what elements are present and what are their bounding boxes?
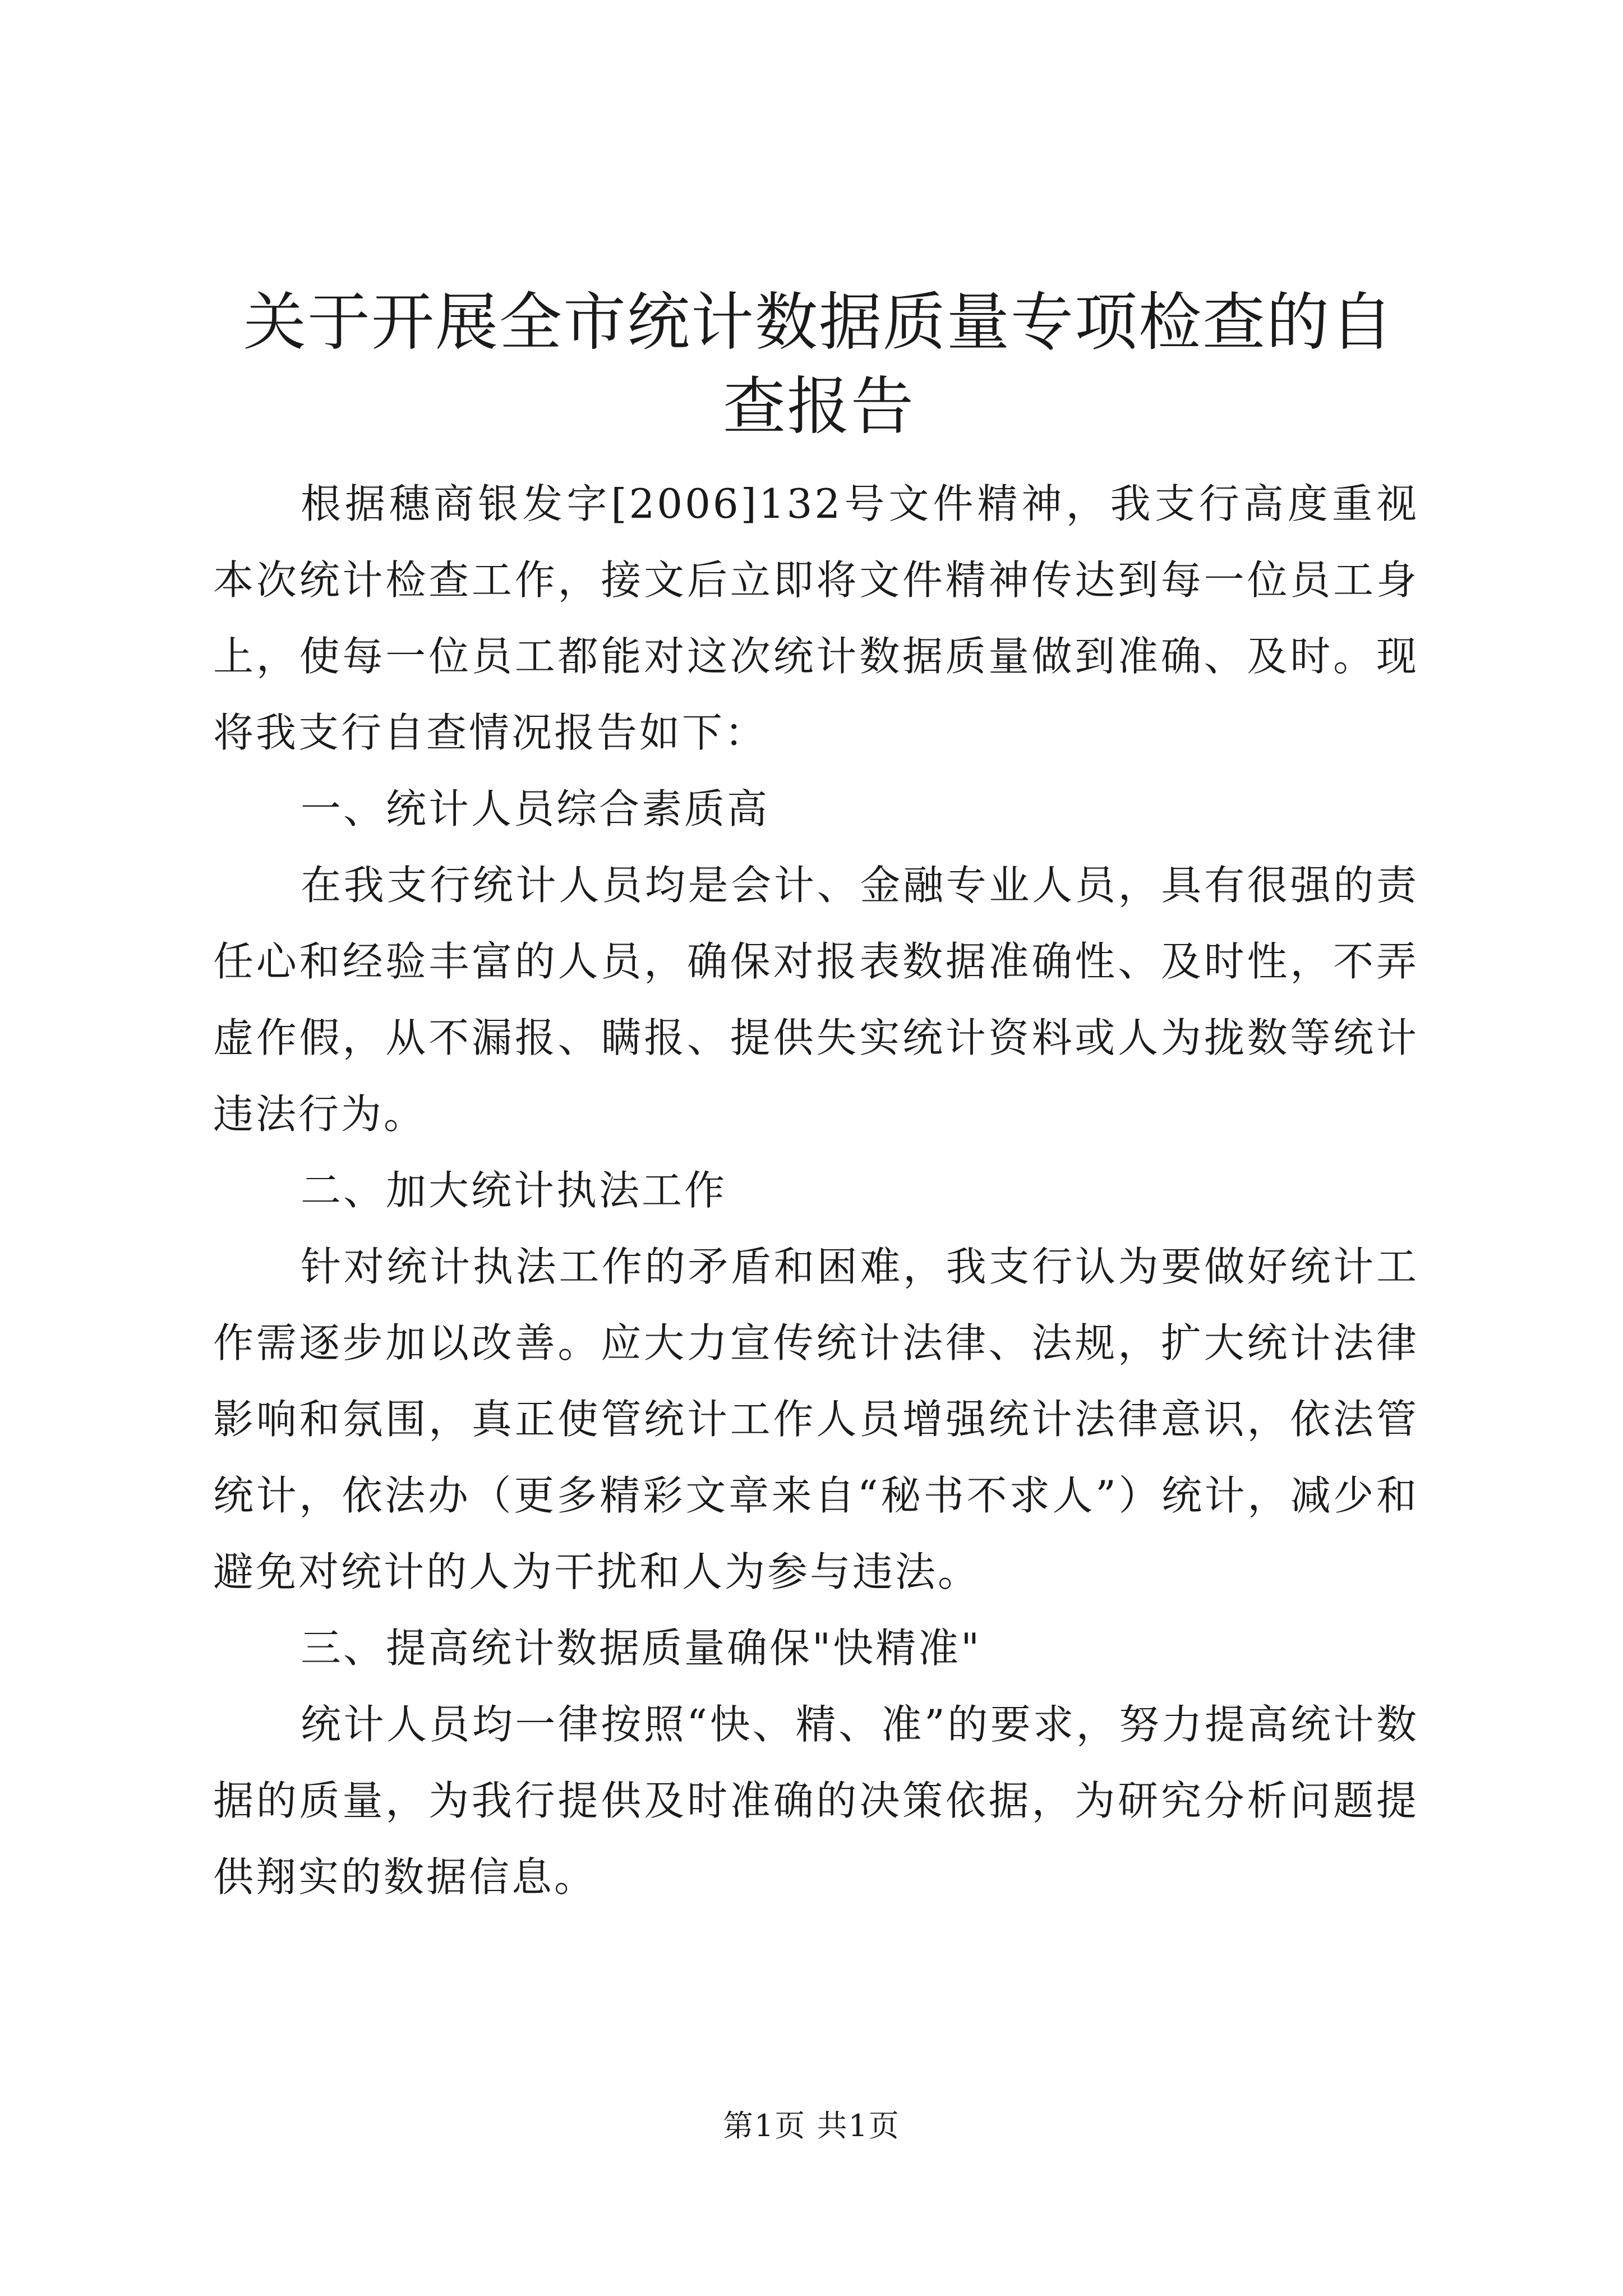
document-title: 关于开展全市统计数据质量专项检查的自查报告 — [243, 286, 1394, 443]
section-paragraph-2: 针对统计执法工作的矛盾和困难，我支行认为要做好统计工作需逐步加以改善。应大力宣传统计法律、法规，扩大统计法律影响和氛围，真正使管统计工作人员增强统计法律意识，依法管统计，依法办（更多精彩文章来自“秘书不求人”）统计，减少和避免对统计的人为干扰和人为参与违法。 — [213, 1243, 1419, 1595]
section-heading-2: 二、加大统计执法工作 — [301, 1167, 727, 1214]
section-heading-1: 一、统计人员综合素质高 — [301, 785, 770, 832]
page-footer: 第1页 共1页 — [723, 2108, 900, 2143]
document-body — [213, 466, 1419, 1915]
section-paragraph-1: 在我支行统计人员均是会计、金融专业人员，具有很强的责任心和经验丰富的人员，确保对报表数据准确性、及时性，不弄虚作假，从不漏报、瞒报、提供失实统计资料或人为拢数等统计违法行为。 — [213, 862, 1419, 1138]
intro-paragraph: 根据穗商银发字[2006]132号文件精神，我支行高度重视本次统计检查工作，接文后立即将文件精神传达到每一位员工身上，使每一位员工都能对这次统计数据质量做到准确、及时。现将我支行自查情况报告如下： — [213, 480, 1419, 756]
section-heading-3: 三、提高统计数据质量确保"快精准" — [301, 1625, 982, 1672]
section-paragraph-3: 统计人员均一律按照“快、精、准”的要求，努力提高统计数据的质量，为我行提供及时准确的决策依据，为研究分析问题提供翔实的数据信息。 — [213, 1701, 1419, 1901]
